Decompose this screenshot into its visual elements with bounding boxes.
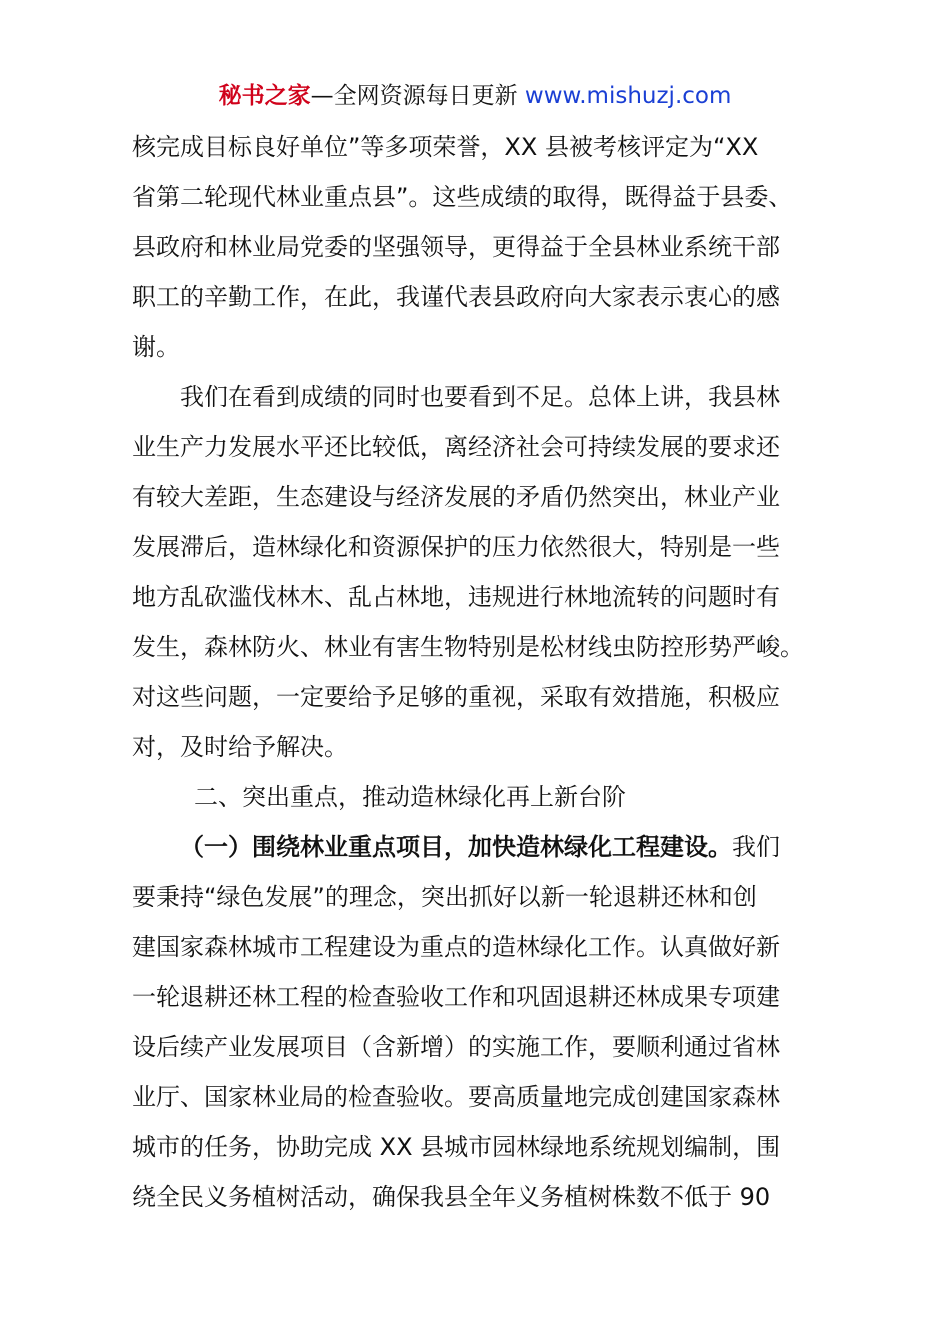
text-line: 建国家森林城市工程建设为重点的造林绿化工作。认真做好新 [132, 933, 780, 961]
document-body [132, 122, 832, 1222]
text-line: 职工的辛勤工作，在此，我谨代表县政府向大家表示衷心的感 [132, 283, 780, 311]
text-line: 业厅、国家林业局的检查验收。要高质量地完成创建国家森林 [132, 1083, 780, 1111]
subsection-heading-line [132, 822, 832, 872]
text-line: 业生产力发展水平还比较低，离经济社会可持续发展的要求还 [132, 433, 780, 461]
text-line: 有较大差距，生态建设与经济发展的矛盾仍然突出，林业产业 [132, 483, 780, 511]
brand-name: 秘书之家 [218, 83, 311, 109]
header-tagline: —全网资源每日更新 [310, 83, 525, 109]
text-line: 省第二轮现代林业重点县”。这些成绩的取得，既得益于县委、 [132, 183, 793, 211]
text-line: 县政府和林业局党委的坚强领导，更得益于全县林业系统干部 [132, 233, 780, 261]
text-line: 一轮退耕还林工程的检查验收工作和巩固退耕还林成果专项建 [132, 983, 780, 1011]
paragraph-start-line: 我们在看到成绩的同时也要看到不足。总体上讲，我县林 [180, 383, 780, 411]
text-line: 核完成目标良好单位”等多项荣誉，XX 县被考核评定为“XX [132, 133, 759, 161]
subsection-lead-text: 我们 [732, 833, 780, 861]
subsection-heading: （一）围绕林业重点项目，加快造林绿化工程建设。 [180, 833, 732, 861]
text-line: 发展滞后，造林绿化和资源保护的压力依然很大，特别是一些 [132, 533, 780, 561]
text-line: 谢。 [132, 333, 180, 361]
site-url-link[interactable]: www.mishuzj.com [524, 83, 732, 109]
text-line: 要秉持“绿色发展”的理念，突出抓好以新一轮退耕还林和创 [132, 883, 757, 911]
text-line: 设后续产业发展项目（含新增）的实施工作，要顺利通过省林 [132, 1033, 780, 1061]
site-header [0, 80, 950, 112]
text-line: 对这些问题，一定要给予足够的重视，采取有效措施，积极应 [132, 683, 780, 711]
text-line: 城市的任务，协助完成 XX 县城市园林绿地系统规划编制，围 [132, 1133, 781, 1161]
section-heading: 二、突出重点，推动造林绿化再上新台阶 [194, 783, 626, 811]
text-line: 发生，森林防火、林业有害生物特别是松材线虫防控形势严峻。 [132, 633, 804, 661]
text-line: 对，及时给予解决。 [132, 733, 348, 761]
text-line: 地方乱砍滥伐林木、乱占林地，违规进行林地流转的问题时有 [132, 583, 780, 611]
text-line: 绕全民义务植树活动，确保我县全年义务植树株数不低于 90 [132, 1183, 771, 1211]
